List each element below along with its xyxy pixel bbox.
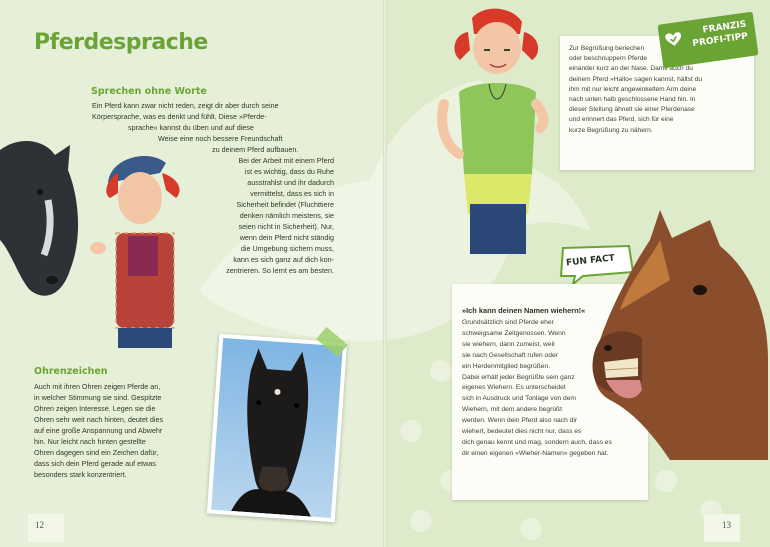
- section-heading-ears: Ohrenzeichen: [34, 366, 108, 377]
- text-line: einander kurz an der Nase. Damit auch du: [569, 65, 693, 73]
- text-line: Ohren zeigen Interesse. Legen sie die: [34, 404, 156, 413]
- text-line: Sicherheit befindet (Fluchttiere: [236, 200, 334, 209]
- text-line: zu deinem Pferd aufbauen.: [212, 145, 299, 154]
- text-line: besonders stark konzentriert.: [34, 470, 127, 479]
- text-line: kurze Begrüßung zu nähern.: [569, 126, 653, 134]
- text-line: wiehert, bedeutet dies nicht nur, dass es: [462, 428, 582, 436]
- decorative-horseshoe-icon: [410, 510, 432, 532]
- text-line: ihm mit nur leicht angewinkeltem Arm deine: [569, 85, 697, 93]
- text-line: Weise eine noch bessere Freundschaft: [158, 134, 283, 143]
- text-line: dich genau kennt und mag, sondern auch, dass es: [462, 438, 612, 446]
- text-line: die Umgebung sichern muss,: [240, 244, 334, 253]
- text-line: Ohren sehr weit nach hinten, deutet dies: [34, 415, 164, 424]
- text-line: sich in Ausdruck und Tonlage von dem: [462, 395, 577, 403]
- text-line: Grundsätzlich sind Pferde eher: [462, 319, 554, 326]
- text-line: Bei der Arbeit mit einem Pferd: [238, 156, 334, 165]
- text-line: hin. Nur leicht nach hinten gestellte: [34, 437, 146, 446]
- badge-line: PROFI-TIPP: [691, 31, 749, 50]
- dark-horse-photo-image: [211, 338, 343, 518]
- text-line: eigenes Wiehern. Es unterscheidet: [462, 384, 566, 392]
- decorative-horseshoe-icon: [655, 470, 677, 492]
- text-line: sie wiehern, dann zumeist, weil: [462, 340, 555, 348]
- text-line: dieser Stellung ähnelt sie einer Pferdenase: [569, 106, 695, 114]
- text-line: deinem Pferd »Hallo« sagen kannst, hältst du: [569, 75, 703, 83]
- text-line: werden. Wenn dein Pferd also nach dir: [462, 417, 578, 425]
- text-line: oder beschnuppern Pferde: [569, 55, 648, 63]
- text-line: ein Herdenmitglied begrüßen.: [462, 362, 551, 370]
- text-line: vermittelst, dass es sich in: [250, 189, 334, 198]
- text-line: dass sich dein Pferd gerade auf etwas: [34, 459, 156, 468]
- text-line: sie nach Gesellschaft rufen oder: [462, 351, 558, 359]
- text-line: Zur Begrüßung beriechen: [569, 45, 645, 52]
- fun-fact-title: »Ich kann deinen Namen wiehern!«: [462, 306, 586, 315]
- text-line: Körpersprache, was es denkt und fühlt. Diese »Pferde-: [92, 112, 267, 121]
- text-line: Ein Pferd kann zwar nicht reden, zeigt dir aber durch seine: [92, 101, 279, 110]
- text-line: und erinnert das Pferd, sich für eine: [569, 116, 674, 124]
- text-line: schweigsame Zeitgenossen. Wenn: [462, 329, 566, 337]
- badge-line: FRANZIS: [702, 19, 747, 36]
- heart-icon: [665, 32, 683, 48]
- text-line: ausstrahlst und ihr dadurch: [247, 178, 334, 187]
- fun-fact-label: FUN FACT: [565, 253, 616, 269]
- section-text-speaking: [92, 100, 336, 155]
- text-line: wenn dein Pferd nicht ständig: [239, 233, 334, 242]
- horse-photo: [207, 334, 347, 522]
- section-text-ears: [34, 381, 209, 480]
- page-number-right: 13: [722, 520, 731, 530]
- girl-red-hair-illustration: [424, 4, 564, 254]
- black-horse-illustration: [0, 130, 90, 310]
- page-number-left: 12: [35, 520, 44, 530]
- page-number-box-left: [28, 514, 64, 542]
- page-title: Pferdesprache: [34, 30, 208, 55]
- decorative-horseshoe-icon: [400, 420, 422, 442]
- book-gutter: [383, 0, 387, 547]
- text-line: sprache« kannst du üben und auf diese: [128, 123, 254, 132]
- text-line: Ohren dagegen sind ein Zeichen dafür,: [34, 448, 159, 457]
- text-line: seien nicht in Sicherheit). Nur,: [238, 222, 334, 231]
- text-line: in welcher Stimmung sie sind. Gespitzte: [34, 393, 162, 402]
- text-line: denken nämlich meistens, sie: [239, 211, 334, 220]
- text-line: zentrieren. So lernt es am besten.: [226, 266, 334, 275]
- text-line: kann es sich ganz auf dich kon-: [233, 255, 334, 264]
- text-line: Wiehern, mit dem andere begrüßt: [462, 406, 562, 414]
- text-line: nach unten halb geschlossene Hand hin. In: [569, 96, 696, 104]
- section-heading-speaking: Sprechen ohne Worte: [91, 86, 207, 97]
- text-line: Auch mit ihren Ohren zeigen Pferde an,: [34, 382, 161, 391]
- decorative-horseshoe-icon: [520, 518, 542, 540]
- text-line: Dabei erhält jeder Begrüßte sein ganz: [462, 373, 575, 381]
- laughing-horse-illustration: [590, 200, 770, 460]
- text-line: ist es wichtig, dass du Ruhe: [244, 167, 334, 176]
- text-line: auf eine große Anspannung und Abwehr: [34, 426, 163, 435]
- girl-with-cap-illustration: [88, 148, 198, 348]
- text-line: dir einen eigenen »Wieher-Namen« gegeben hat.: [462, 449, 609, 457]
